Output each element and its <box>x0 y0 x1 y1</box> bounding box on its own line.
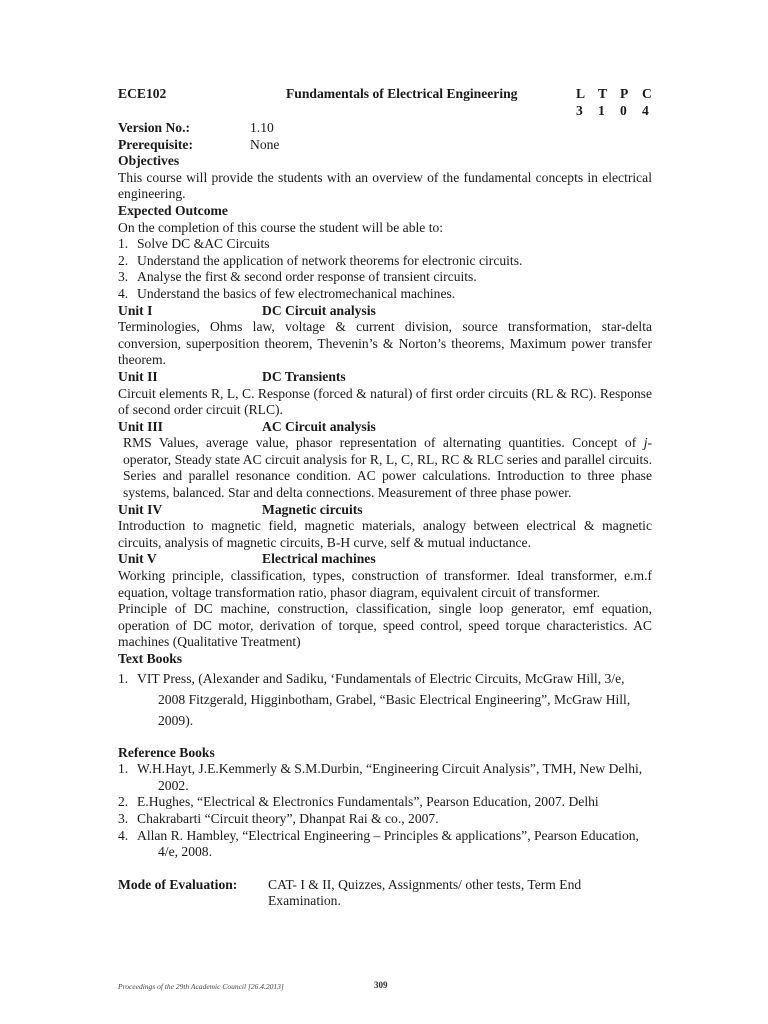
reference-line-2: 4/e, 2008. <box>158 844 212 860</box>
reference-line-1: W.H.Hayt, J.E.Kemmerly & S.M.Durbin, “Engineering Circuit Analysis”, TMH, New Delhi, <box>137 761 643 777</box>
ltpc-value-c: 4 <box>642 102 649 118</box>
list-item <box>118 269 652 286</box>
list-item <box>118 811 652 828</box>
prerequisite-label: Prerequisite: <box>118 136 193 152</box>
list-item <box>118 253 652 270</box>
unit-5-text-2: Principle of DC machine, construction, classification, single loop generator, emf equation, operation of DC motor, derivation of torque, speed control, speed torque characteristics. AC machines (Qualitative Treatment) <box>118 601 652 650</box>
unit-3-text-before: RMS Values, average value, phasor representation of alternating quantities. Concept of <box>123 435 644 451</box>
list-text: Understand the application of network theorems for electronic circuits. <box>137 252 523 268</box>
ltpc-value-p: 0 <box>620 102 627 118</box>
textbook-line-2: 2008 Fitzgerald, Higginbotham, Grabel, “Basic Electrical Engineering”, McGraw Hill, <box>158 691 631 707</box>
ltpc-values <box>576 103 664 120</box>
unit-3-text <box>118 435 652 501</box>
unit-title: Electrical machines <box>262 551 376 567</box>
prerequisite-value: None <box>250 136 280 152</box>
list-item <box>118 828 652 861</box>
page-footer <box>118 979 652 993</box>
list-text: Analyse the first & second order response of transient circuits. <box>137 269 477 285</box>
reference-line-1: Chakrabarti “Circuit theory”, Dhanpat Rai & co., 2007. <box>137 810 439 826</box>
unit-title: AC Circuit analysis <box>262 418 376 434</box>
ltpc-value-t: 1 <box>598 102 605 118</box>
evaluation-label: Mode of Evaluation: <box>118 876 238 892</box>
list-number: 4. <box>118 285 129 301</box>
evaluation-value: CAT- I & II, Quizzes, Assignments/ other tests, Term End Examination. <box>268 876 582 909</box>
unit-label: Unit V <box>118 551 157 567</box>
reference-line-1: E.Hughes, “Electrical & Electronics Fundamentals”, Pearson Education, 2007. Delhi <box>137 794 599 810</box>
objectives-text: This course will provide the students with an overview of the fundamental concepts in electrical engineering. <box>118 169 652 202</box>
unit-3-heading <box>118 419 652 436</box>
unit-title: DC Circuit analysis <box>262 302 376 318</box>
references-list <box>118 761 652 861</box>
list-item <box>118 761 652 794</box>
textbooks-list <box>118 668 652 731</box>
course-code: ECE102 <box>118 86 167 101</box>
list-number: 2. <box>118 794 129 810</box>
ltpc-value-l: 3 <box>576 102 583 118</box>
course-title: Fundamentals of Electrical Engineering <box>286 86 518 101</box>
list-item <box>118 236 652 253</box>
evaluation-row <box>118 877 652 910</box>
footer-proceedings: Proceedings of the 29th Academic Council [26.4.2013] <box>118 982 284 991</box>
outcome-list <box>118 236 652 302</box>
unit-4-heading <box>118 502 652 519</box>
references-heading: Reference Books <box>118 744 215 760</box>
textbook-line-3: 2009). <box>158 712 194 728</box>
unit-2-heading <box>118 369 652 386</box>
unit-2-text: Circuit elements R, L, C. Response (forced & natural) of first order circuits (RL & RC). Response of second order circuit (RLC). <box>118 385 652 418</box>
ltpc-label-p: P <box>620 86 629 101</box>
list-item <box>118 794 652 811</box>
textbooks-heading: Text Books <box>118 651 183 666</box>
unit-title: DC Transients <box>262 368 346 384</box>
spacer <box>118 861 652 875</box>
list-number: 1. <box>118 761 129 777</box>
ltpc-label-l: L <box>576 86 586 101</box>
ltpc-label-t: T <box>598 86 608 101</box>
unit-label: Unit III <box>118 418 163 434</box>
outcome-heading: Expected Outcome <box>118 202 228 218</box>
version-label: Version No.: <box>118 120 190 135</box>
list-text: Solve DC &AC Circuits <box>137 236 270 252</box>
list-number: 2. <box>118 252 129 268</box>
unit-3-text-after: -operator, Steady state AC circuit analysis for R, L, C, RL, RC & RLC series and parallel circuits. Series and parallel resonance condition. AC power calculations. Introduction to three phase systems, balanced. Star and delta connections. Measurement of three phase power. <box>123 435 652 501</box>
spacer <box>118 731 652 745</box>
unit-5-text: Working principle, classification, types, construction of transformer. Ideal transformer, e.m.f equation, voltage transformation ratio, phasor diagram, equivalent circuit of transformer. <box>118 568 652 600</box>
list-number: 1. <box>118 670 129 686</box>
list-number: 4. <box>118 827 129 843</box>
version-value: 1.10 <box>250 120 274 135</box>
list-item <box>118 286 652 303</box>
reference-line-2: 2002. <box>158 777 189 793</box>
ltpc-table <box>576 86 664 119</box>
prerequisite-row <box>118 137 652 154</box>
unit-1-text: Terminologies, Ohms law, voltage & current division, source transformation, star-delta conversion, superposition theorem, Thevenin’s & Norton’s theorems, Maximum power transfer theorem. <box>118 319 652 368</box>
outcome-intro: On the completion of this course the student will be able to: <box>118 219 444 235</box>
textbook-line-1: VIT Press, (Alexander and Sadiku, ‘Fundamentals of Electric Circuits, McGraw Hill, 3/e, <box>137 670 625 686</box>
objectives-heading: Objectives <box>118 153 180 169</box>
unit-3-text-italic: j <box>643 435 648 451</box>
list-number: 1. <box>118 236 129 252</box>
list-item <box>118 668 652 731</box>
version-row <box>118 120 652 137</box>
ltpc-label-c: C <box>642 86 652 101</box>
list-text: Understand the basics of few electromechanical machines. <box>137 285 456 301</box>
unit-title: Magnetic circuits <box>262 501 363 517</box>
unit-label: Unit II <box>118 368 158 384</box>
course-header <box>118 86 652 120</box>
page-number: 309 <box>374 980 388 990</box>
reference-line-1: Allan R. Hambley, “Electrical Engineering – Principles & applications”, Pearson Education, <box>137 827 639 843</box>
list-number: 3. <box>118 810 129 826</box>
syllabus-content <box>118 86 652 910</box>
unit-label: Unit I <box>118 302 153 318</box>
ltpc-labels <box>576 86 664 103</box>
list-number: 3. <box>118 269 129 285</box>
unit-label: Unit IV <box>118 501 163 517</box>
unit-5-heading <box>118 551 652 568</box>
unit-1-heading <box>118 303 652 320</box>
unit-4-text: Introduction to magnetic field, magnetic materials, analogy between electrical & magnetic circuits, analysis of magnetic circuits, B-H curve, self & mutual inductance. <box>118 518 652 550</box>
